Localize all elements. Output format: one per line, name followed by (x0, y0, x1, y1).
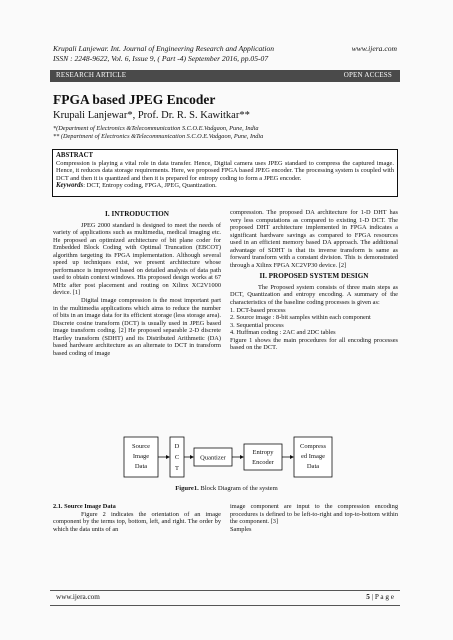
abstract-box (52, 149, 398, 197)
baseline-process-list (230, 307, 398, 337)
figure-label: Figure1. (175, 485, 199, 492)
keywords-label: Keywords (56, 182, 84, 189)
source-label-3: Data (134, 463, 148, 470)
entropy-encoder-block (244, 444, 282, 470)
compressed-label-2: ed Image (300, 453, 326, 460)
arrowhead (290, 455, 294, 459)
arrowhead (166, 455, 170, 459)
arrowhead (240, 455, 244, 459)
dct-label-d: D (174, 443, 180, 450)
samples-heading: Samples (230, 525, 252, 533)
list-item: 3. Sequential process (230, 321, 284, 329)
abstract-heading: ABSTRACT (56, 152, 94, 159)
compressed-label-3: Data (306, 463, 320, 470)
quantizer-label: Quantizer (200, 454, 226, 462)
introduction-heading: I. INTRODUCTION (105, 210, 169, 218)
paper-authors: Krupali Lanjewar*, Prof. Dr. R. S. Kawitkar** (53, 110, 250, 121)
dct-label-c: C (174, 454, 180, 461)
source-label-2: Image (132, 453, 150, 460)
affiliation-2: ** (Department of Electronics &Telecommunication S.C.O.E.Vadgaon, Pune, India (53, 133, 264, 140)
left-column (53, 209, 221, 357)
right-paragraph-1: compression. The proposed DA architecture for 1-D DHT has very less computations as compared to existing 1-D DCT. The proposed DHT architecture implemented in FPGA indicates a significant hardware savings as compared to FPGA resources used in an efficient memory based DA approach. The additional advantage of SDHT is that its inverse transform is same as forward transform with a constant division. This is demonstrated through a Xilinx FPGA XC2VP30 device. [2] (230, 209, 398, 269)
right-column (230, 209, 398, 352)
dct-label-t: T (175, 465, 179, 472)
journal-issn: ISSN : 2248-9622, Vol. 6, Issue 9, ( Part -4) September 2016, pp.05-07 (53, 54, 269, 63)
footer-website[interactable]: www.ijera.com (56, 593, 100, 601)
abstract-text: Compression is playing a vital role in data transfer. Hence, Digital camera uses JPEG standard to compress the captured image. Hence, it reduces data storage requirements. Here, we proposed FPGA based JPEG encoder. The processing system is coupled with DCT and then it is quantized and then it is prepared for entropy coding to form a JPEG encoder. (56, 159, 394, 182)
open-access-label: OPEN ACCESS (343, 71, 392, 79)
proposed-system-heading: II. PROPOSED SYSTEM DESIGN (259, 272, 369, 281)
paper-title: FPGA based JPEG Encoder (53, 92, 216, 107)
list-item: 2. Source image : 8-bit samples within each component (230, 314, 371, 322)
right-bottom-text: image component are input to the compression encoding procedures is defined to be left-to-right and top-to-bottom within the component. [3] (230, 503, 398, 526)
journal-header (53, 44, 333, 64)
section-2-1 (53, 503, 221, 533)
section-2-1-text: Figure 2 indicates the orientation of an image component by the terms top, bottom, left, and right. The order by which the data units of an (53, 510, 221, 533)
affiliation-1: *(Department of Electronics &Telecommunication S.C.O.E.Vadgaon, Pune, India (53, 125, 259, 132)
section-2-1-heading: 2.1. Source Image Data (53, 503, 116, 510)
list-item: 4. Huffman coding : 2AC and 2DC tables (230, 329, 336, 337)
page-number: 5 | P a g e (366, 593, 394, 601)
journal-citation: Krupali Lanjewar. Int. Journal of Engineering Research and Application (53, 44, 275, 53)
page-footer (50, 590, 400, 606)
block-diagram (110, 432, 340, 480)
figure-caption-text: Block Diagram of the system (198, 485, 278, 492)
research-article-label: RESEARCH ARTICLE (56, 71, 127, 79)
figure-caption (0, 485, 453, 492)
arrowhead (190, 455, 194, 459)
intro-paragraph-1: JPEG 2000 standard is designed to meet the needs of variety of applications such as multimedia, medical imaging etc. He proposed an optimized architecture of bit plane coder for Embedded Block Coding with Optimal Truncation (EBCOT) algorithm targeting its FPGA implementation. Although several speed up techniques exist, we present architecture whose performance is improved based on detailed analysis of data path used to obtain context windows. His proposed design works at 67 MHz after post placement and routing on Xilinx XC2V1000 device. [1] (53, 221, 221, 297)
journal-website[interactable]: www.ijera.com (351, 44, 397, 53)
article-banner (50, 70, 400, 82)
right-paragraph-3: Figure 1 shows the main procedures for all encoding processes based on the DCT. (230, 336, 398, 352)
keywords-text: : DCT, Entropy coding, FPGA, JPEG, Quantization. (83, 182, 217, 189)
right-bottom-column (230, 503, 398, 533)
right-paragraph-2: The Proposed system consists of three main steps as DCT, Quantization and entropy encoding. A summary of the characteristics of the baseline coding processes is given as: (230, 283, 398, 307)
compressed-label-1: Compress (300, 443, 326, 450)
entropy-label-1: Entropy (252, 449, 274, 456)
list-item: 1. DCT-based process (230, 306, 286, 314)
intro-paragraph-2: Digital image compression is the most important part in the multimedia applications which aims to reduce the number of bits in an image data for its efficient storage (less storage area). Discrete cosine transform (DCT) is usually used in JPEG based image transform coding. [2] He proposed separable 2-D discrete Hartley transform (SDHT) and its Distributed Arithmetic (DA) based hardware architecture as an alternate to DCT in transform based coding of image (53, 297, 221, 357)
entropy-label-2: Encoder (252, 459, 274, 466)
source-label-1: Source (131, 443, 151, 450)
